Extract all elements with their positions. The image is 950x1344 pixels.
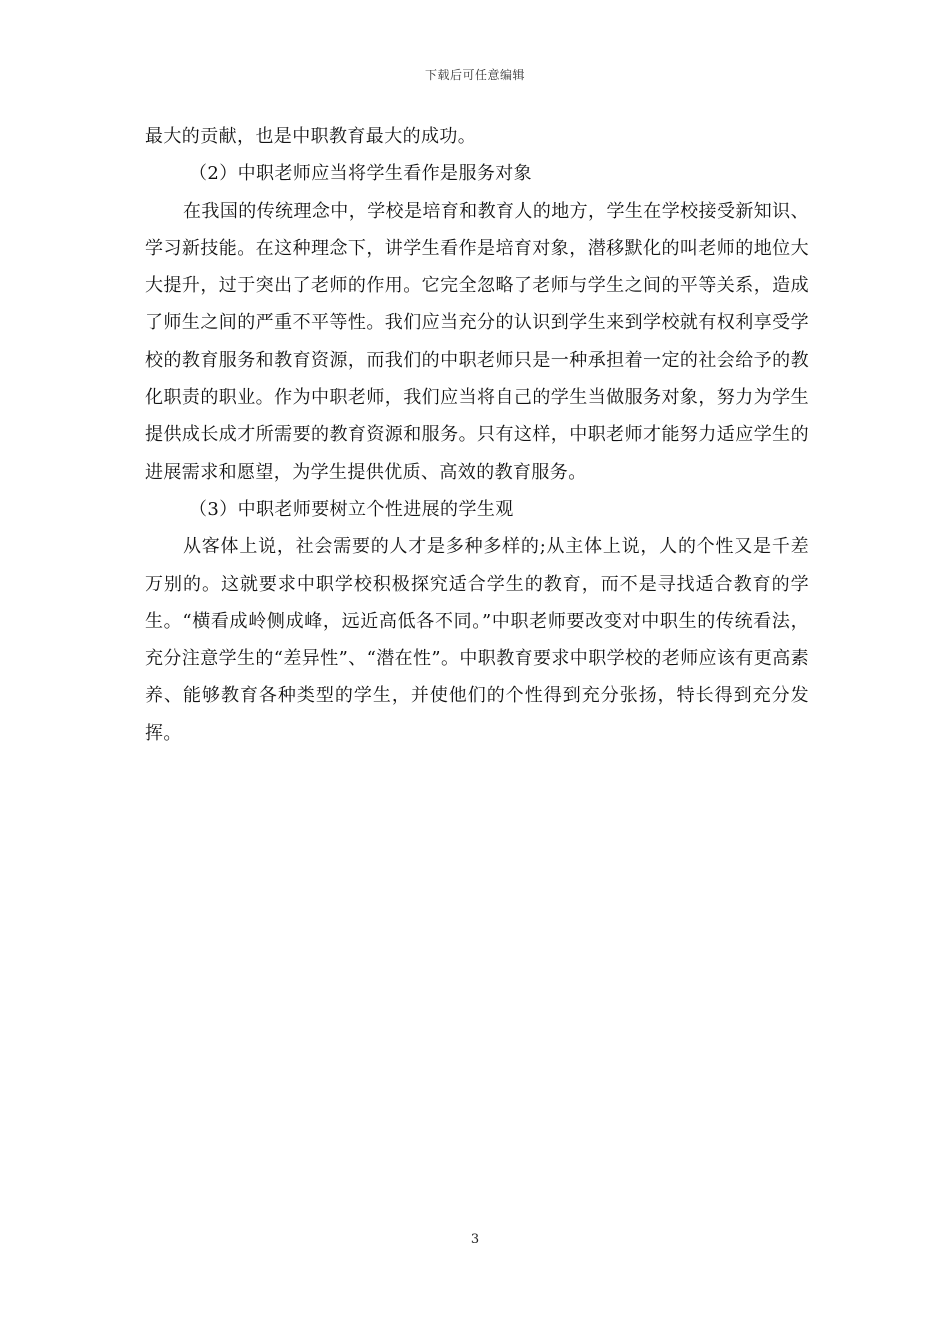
page-number: 3 bbox=[470, 1232, 480, 1247]
paragraph-continuation: 最大的贡献，也是中职教育最大的成功。 bbox=[145, 126, 477, 147]
page-header: 下载后可任意编辑 bbox=[424, 68, 525, 82]
document-body bbox=[145, 118, 809, 752]
section-heading-3: （3）中职老师要树立个性进展的学生观 bbox=[189, 498, 514, 520]
paragraph-service-object: 在我国的传统理念中，学校是培育和教育人的地方，学生在学校接受新知识、学习新技能。在这种理念下，讲学生看作是培育对象，潜移默化的叫老师的地位大大提升，过于突出了老师的作用。它完全忽略了老师与学生之间的平等关系，造成了师生之间的严重不平等性。我们应当充分的认识到学生来到学校就有权利享受学校的教育服务和教育资源，而我们的中职老师只是一种承担着一定的社会给予的教化职责的职业。作为中职老师，我们应当将自己的学生当做服务对象，努力为学生提供成长成才所需要的教育资源和服务。只有这样，中职老师才能努力适应学生的进展需求和愿望，为学生提供优质、高效的教育服务。 bbox=[145, 200, 809, 483]
section-heading-2: （2）中职老师应当将学生看作是服务对象 bbox=[189, 163, 533, 185]
paragraph-individuality: 从客体上说，社会需要的人才是多种多样的;从主体上说，人的个性又是千差万别的。这就要求中职学校积极探究适合学生的教育，而不是寻找适合教育的学生。“横看成岭侧成峰，远近高低各不同。”中职老师要改变对中职生的传统看法，充分注意学生的“差异性”、“潜在性”。中职教育要求中职学校的老师应该有更高素养、能够教育各种类型的学生，并使他们的个性得到充分张扬，特长得到充分发挥。 bbox=[145, 536, 810, 744]
